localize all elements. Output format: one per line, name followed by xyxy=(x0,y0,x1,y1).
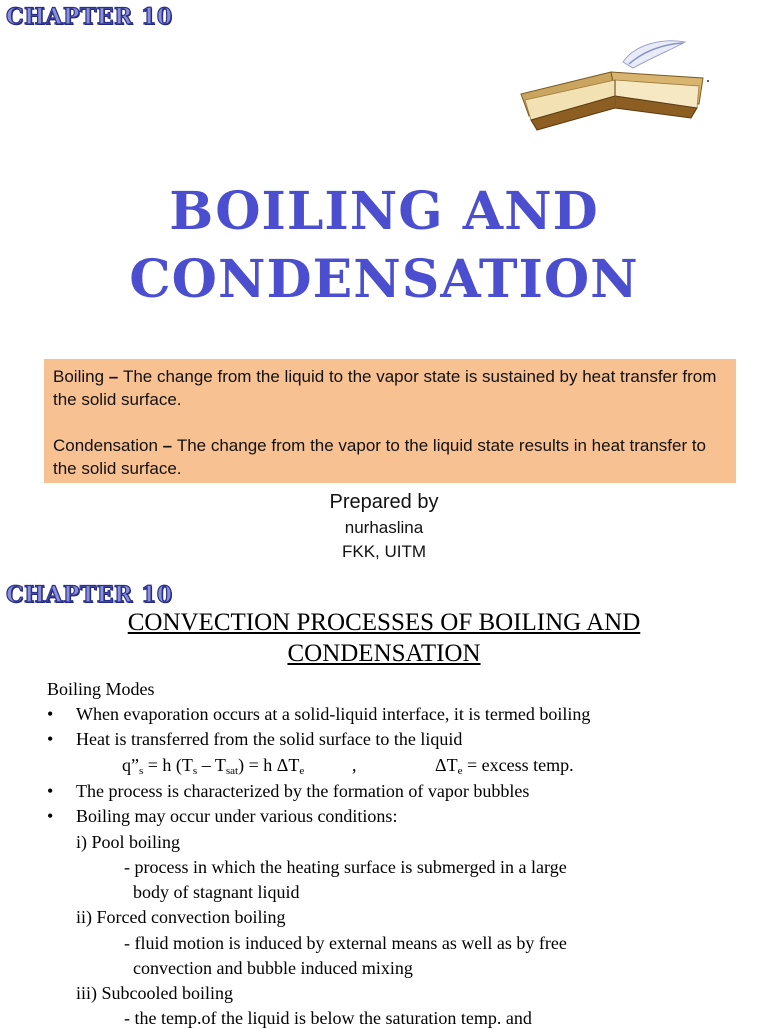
mode-forced-desc-1: - fluid motion is induced by external means as well as by free xyxy=(124,933,567,953)
condensation-dash: – xyxy=(157,436,177,455)
bullet-2: • Heat is transferred from the solid surface to the liquid xyxy=(76,729,462,750)
excess-temp: $\Delta T_e$ = excess temp. xyxy=(435,755,574,777)
mode-forced-convection: ii) Forced convection boiling xyxy=(76,907,286,927)
condensation-term: Condensation xyxy=(53,436,158,455)
title-line-2: CONDENSATION xyxy=(129,249,639,310)
condensation-definition xyxy=(53,434,727,480)
condensation-def-text: The change from the vapor to the liquid state results in heat transfer to the solid surface. xyxy=(53,436,707,478)
boiling-definition xyxy=(53,365,727,411)
mode-subcooled-desc-1: - the temp.of the liquid is below the saturation temp. and xyxy=(124,1008,532,1028)
mode-forced-desc-2: convection and bubble induced mixing xyxy=(133,958,413,978)
affiliation: FKK, UITM xyxy=(341,542,427,561)
definitions-box xyxy=(44,359,736,483)
mode-pool-desc-2: body of stagnant liquid xyxy=(133,882,300,902)
heading-line-1: CONVECTION PROCESSES OF BOILING AND xyxy=(127,609,641,636)
bullet-3: • The process is characterized by the formation of vapor bubbles xyxy=(76,781,529,802)
mode-pool-boiling: i) Pool boiling xyxy=(76,832,181,852)
chapter-badge: CHAPTER 10 xyxy=(6,582,173,608)
title-line-1: BOILING AND xyxy=(169,181,599,242)
prepared-by: Prepared by xyxy=(329,491,439,513)
open-book-quill-icon xyxy=(515,34,715,134)
mode-pool-desc-1: - process in which the heating surface is submerged in a large xyxy=(124,857,567,877)
boiling-def-text: The change from the liquid to the vapor state is sustained by heat transfer from the solid surface. xyxy=(53,367,717,409)
author-name: nurhaslina xyxy=(344,518,424,537)
chapter-badge: CHAPTER 10 xyxy=(6,4,173,30)
section-label: Boiling Modes xyxy=(47,679,155,699)
heading-line-2: CONDENSATION xyxy=(287,640,481,667)
mode-subcooled: iii) Subcooled boiling xyxy=(76,983,233,1003)
boiling-dash: – xyxy=(104,367,123,386)
eq-comma: , xyxy=(352,755,357,775)
slide-boiling-modes xyxy=(0,572,768,1028)
boiling-term: Boiling xyxy=(53,367,105,386)
heat-flux-equation: $q”_s = h$ $(T_s - T_{sat}) = h$ $\Delta T_e$ , $\Delta T_e$ = excess temp. xyxy=(122,755,574,777)
bullet-1: • When evaporation occurs at a solid-liquid interface, it is termed boiling xyxy=(76,704,590,725)
bullet-4: • Boiling may occur under various conditions: xyxy=(76,806,397,827)
